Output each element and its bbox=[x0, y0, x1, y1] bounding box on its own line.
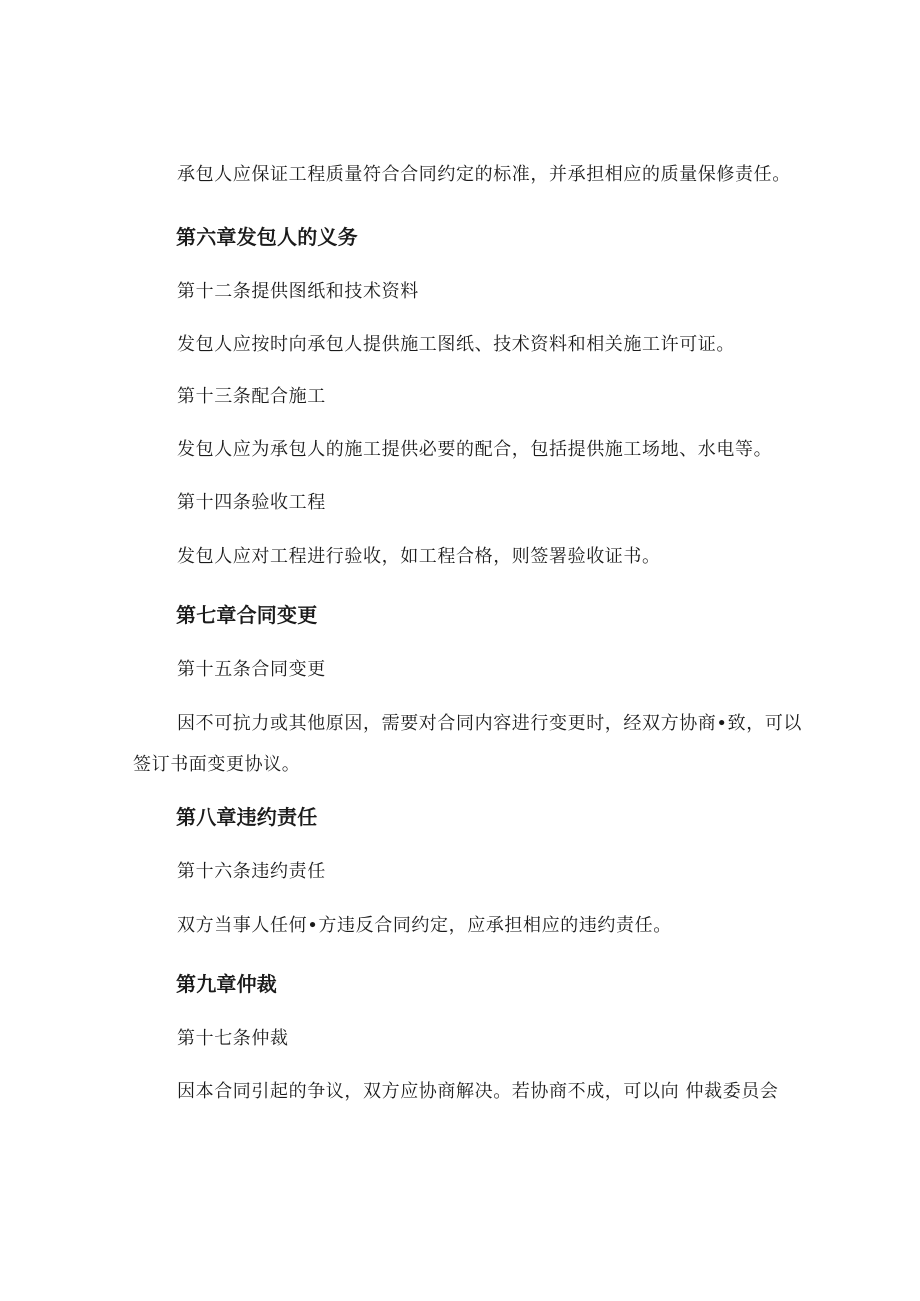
article-15-body-line-1: 因不可抗力或其他原因，需要对合同内容进行变更时，经双方协商•致，可以 bbox=[177, 713, 803, 734]
chapter-8-title: 第八章违约责任 bbox=[176, 805, 318, 829]
chapter-9-title: 第九章仲裁 bbox=[176, 972, 277, 996]
article-14-title: 第十四条验收工程 bbox=[177, 492, 326, 513]
article-12-body: 发包人应按时向承包人提供施工图纸、技术资料和相关施工许可证。 bbox=[177, 334, 735, 355]
article-16-body: 双方当事人任何•方违反合同约定，应承担相应的违约责任。 bbox=[177, 915, 672, 936]
article-12-title: 第十二条提供图纸和技术资料 bbox=[177, 281, 419, 302]
article-16-title: 第十六条违约责任 bbox=[177, 861, 326, 882]
paragraph-quality-warranty: 承包人应保证工程质量符合合同约定的标准，并承担相应的质量保修责任。 bbox=[177, 164, 791, 185]
article-13-title: 第十三条配合施工 bbox=[177, 386, 326, 407]
article-13-body: 发包人应为承包人的施工提供必要的配合，包括提供施工场地、水电等。 bbox=[177, 439, 773, 460]
article-14-body: 发包人应对工程进行验收，如工程合格，则签署验收证书。 bbox=[177, 546, 661, 567]
article-17-body: 因本合同引起的争议，双方应协商解决。若协商不成，可以向 仲裁委员会 bbox=[177, 1081, 779, 1102]
article-15-title: 第十五条合同变更 bbox=[177, 659, 326, 680]
article-15-body-line-2: 签订书面变更协议。 bbox=[133, 754, 301, 775]
article-17-title: 第十七条仲裁 bbox=[177, 1028, 289, 1049]
chapter-7-title: 第七章合同变更 bbox=[176, 603, 318, 627]
chapter-6-title: 第六章发包人的义务 bbox=[176, 225, 358, 249]
